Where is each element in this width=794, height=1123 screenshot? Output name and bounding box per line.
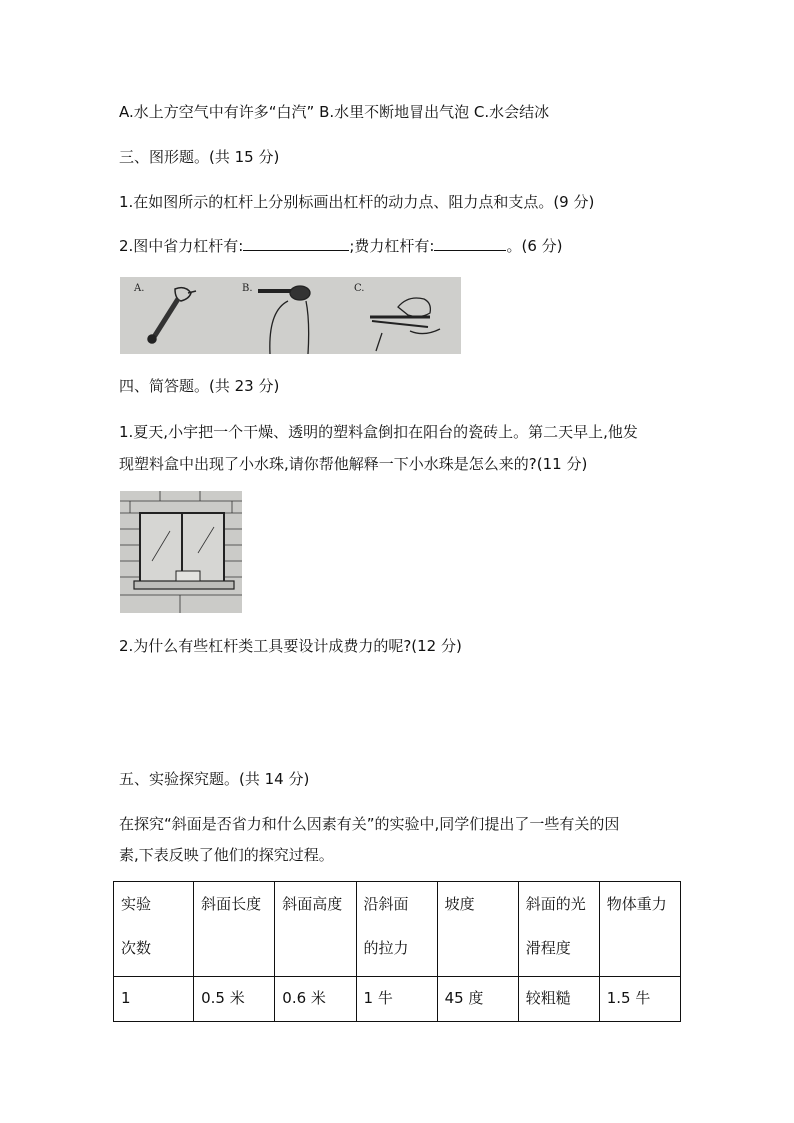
header-trial-number: 实验 次数 — [114, 882, 194, 977]
lever-tools-figure — [120, 277, 461, 354]
answer-blank-lever-saving[interactable] — [243, 236, 349, 251]
figure-label-a: A. — [134, 283, 145, 294]
header-slope-length: 斜面长度 — [194, 882, 275, 977]
question-4-1-line-1: 1.夏天,小宇把一个干燥、透明的塑料盒倒扣在阳台的瓷砖上。第二天早上,他发 — [119, 423, 638, 441]
question-3-1: 1.在如图所示的杠杆上分别标画出杠杆的动力点、阻力点和支点。(9 分) — [119, 193, 595, 211]
question-3-2-part-b: ;费力杠杆有: — [349, 237, 435, 255]
window-illustration — [120, 491, 242, 613]
answer-options: A.水上方空气中有许多“白汽” B.水里不断地冒出气泡 C.水会结冰 — [119, 103, 550, 121]
header-smoothness: 斜面的光 滑程度 — [518, 882, 599, 977]
cell-smoothness: 较粗糙 — [518, 977, 599, 1022]
experiment-table — [113, 881, 681, 1022]
cell-length: 0.5 米 — [194, 977, 275, 1022]
question-3-2-part-a: 2.图中省力杠杆有: — [119, 237, 244, 255]
question-4-2: 2.为什么有些杠杆类工具要设计成费力的呢?(12 分) — [119, 637, 462, 655]
section-4-heading: 四、简答题。(共 23 分) — [119, 377, 280, 395]
question-4-1-line-2: 现塑料盒中出现了小水珠,请你帮他解释一下小水珠是怎么来的?(11 分) — [119, 455, 588, 473]
figure-label-c: C. — [354, 283, 365, 294]
window-balcony-figure — [120, 491, 242, 613]
section-3-heading: 三、图形题。(共 15 分) — [119, 148, 280, 166]
cell-force: 1 牛 — [356, 977, 437, 1022]
header-pull-force: 沿斜面 的拉力 — [356, 882, 437, 977]
table-row — [114, 977, 681, 1022]
answer-blank-lever-costing[interactable] — [434, 236, 506, 251]
cell-gradient: 45 度 — [437, 977, 518, 1022]
section-5-heading: 五、实验探究题。(共 14 分) — [119, 770, 310, 788]
table-header-row — [114, 882, 681, 977]
question-3-2-part-c: 。(6 分) — [506, 237, 563, 255]
header-object-weight: 物体重力 — [599, 882, 680, 977]
question-3-2 — [119, 236, 563, 256]
experiment-intro-line-2: 素,下表反映了他们的探究过程。 — [119, 846, 334, 864]
header-slope-height: 斜面高度 — [275, 882, 356, 977]
cell-height: 0.6 米 — [275, 977, 356, 1022]
cell-weight: 1.5 牛 — [599, 977, 680, 1022]
lever-tools-illustration — [120, 277, 461, 354]
figure-label-b: B. — [242, 283, 253, 294]
cell-trial: 1 — [114, 977, 194, 1022]
experiment-intro-line-1: 在探究“斜面是否省力和什么因素有关”的实验中,同学们提出了一些有关的因 — [119, 815, 620, 833]
header-gradient: 坡度 — [437, 882, 518, 977]
